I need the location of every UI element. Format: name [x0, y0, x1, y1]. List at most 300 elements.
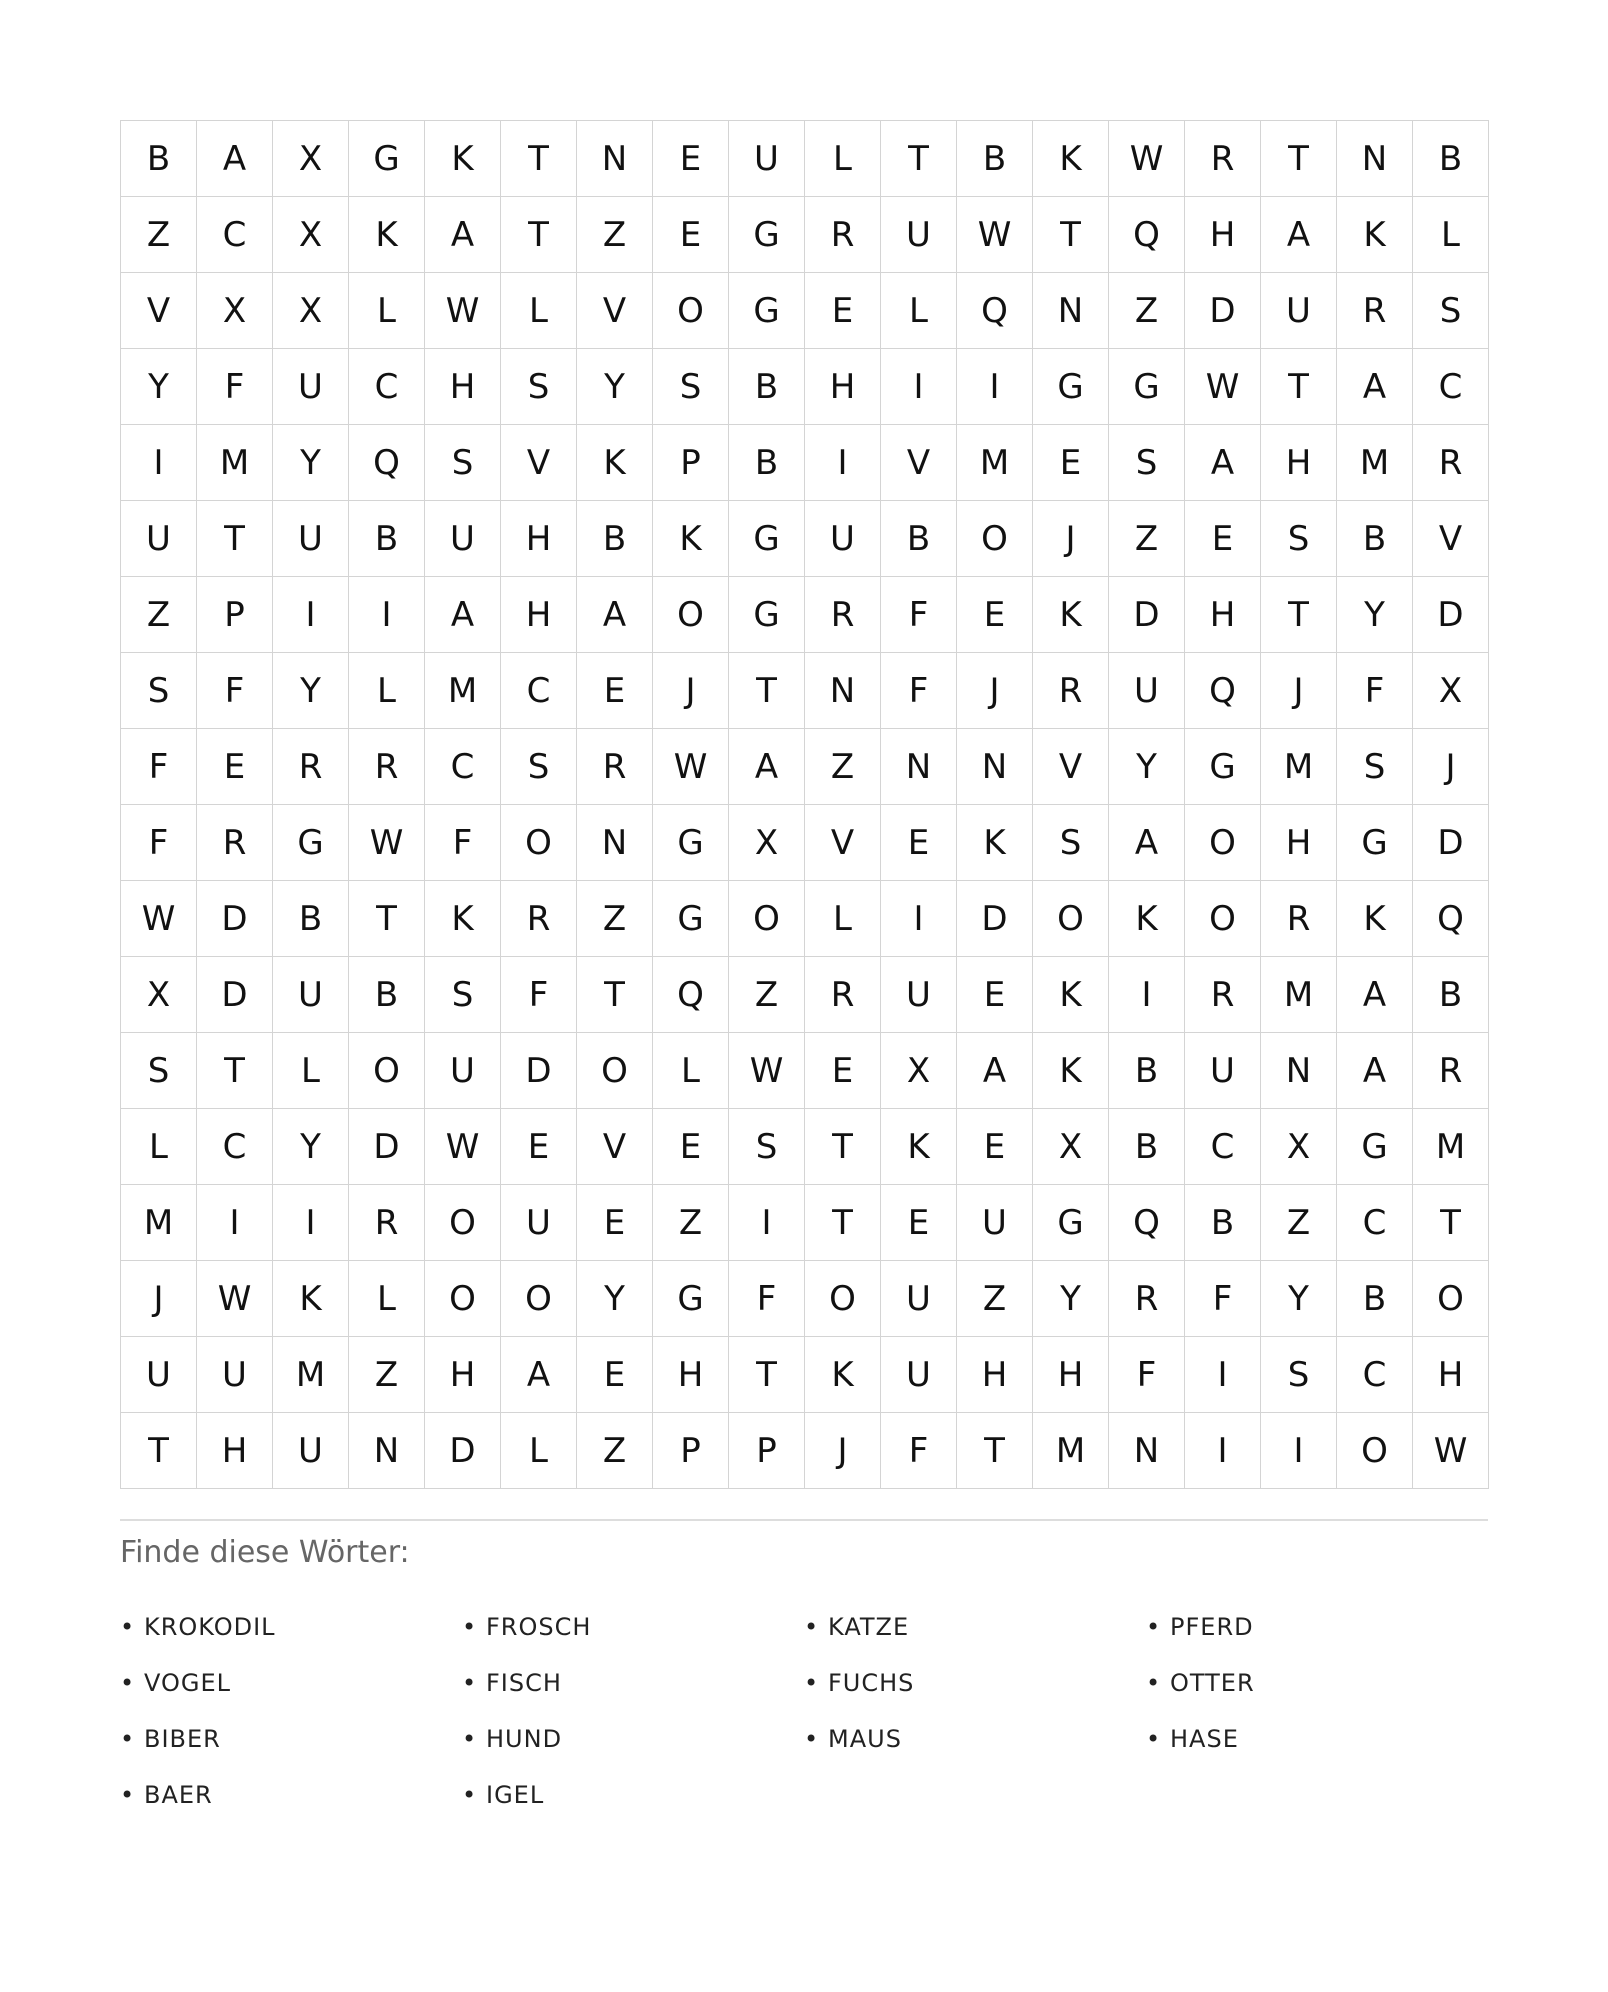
grid-cell[interactable]: A: [425, 197, 501, 273]
grid-cell[interactable]: L: [881, 273, 957, 349]
grid-cell[interactable]: O: [425, 1261, 501, 1337]
grid-cell[interactable]: H: [197, 1413, 273, 1489]
grid-cell[interactable]: Q: [1109, 197, 1185, 273]
grid-cell[interactable]: K: [881, 1109, 957, 1185]
grid-cell[interactable]: R: [273, 729, 349, 805]
grid-cell[interactable]: N: [1261, 1033, 1337, 1109]
grid-cell[interactable]: F: [1109, 1337, 1185, 1413]
grid-cell[interactable]: F: [197, 653, 273, 729]
grid-cell[interactable]: W: [1185, 349, 1261, 425]
grid-cell[interactable]: L: [273, 1033, 349, 1109]
grid-cell[interactable]: G: [273, 805, 349, 881]
grid-cell[interactable]: V: [501, 425, 577, 501]
grid-cell[interactable]: U: [1109, 653, 1185, 729]
grid-cell[interactable]: R: [349, 1185, 425, 1261]
grid-cell[interactable]: Z: [121, 577, 197, 653]
grid-cell[interactable]: F: [425, 805, 501, 881]
grid-cell[interactable]: U: [1261, 273, 1337, 349]
grid-cell[interactable]: M: [121, 1185, 197, 1261]
grid-cell[interactable]: I: [957, 349, 1033, 425]
grid-cell[interactable]: K: [273, 1261, 349, 1337]
grid-cell[interactable]: S: [729, 1109, 805, 1185]
grid-cell[interactable]: F: [197, 349, 273, 425]
grid-cell[interactable]: H: [805, 349, 881, 425]
grid-cell[interactable]: O: [349, 1033, 425, 1109]
grid-cell[interactable]: G: [1033, 349, 1109, 425]
grid-cell[interactable]: U: [881, 1337, 957, 1413]
grid-cell[interactable]: I: [273, 577, 349, 653]
grid-cell[interactable]: A: [1337, 957, 1413, 1033]
grid-cell[interactable]: U: [805, 501, 881, 577]
grid-cell[interactable]: E: [653, 197, 729, 273]
grid-cell[interactable]: A: [501, 1337, 577, 1413]
grid-cell[interactable]: E: [577, 1185, 653, 1261]
grid-cell[interactable]: X: [121, 957, 197, 1033]
grid-cell[interactable]: C: [349, 349, 425, 425]
grid-cell[interactable]: K: [1337, 881, 1413, 957]
grid-cell[interactable]: U: [121, 1337, 197, 1413]
grid-cell[interactable]: A: [1185, 425, 1261, 501]
grid-cell[interactable]: H: [653, 1337, 729, 1413]
grid-cell[interactable]: W: [425, 273, 501, 349]
grid-cell[interactable]: N: [957, 729, 1033, 805]
grid-cell[interactable]: V: [1413, 501, 1489, 577]
grid-cell[interactable]: E: [957, 577, 1033, 653]
grid-cell[interactable]: U: [121, 501, 197, 577]
grid-cell[interactable]: S: [1261, 501, 1337, 577]
grid-cell[interactable]: A: [729, 729, 805, 805]
grid-cell[interactable]: U: [501, 1185, 577, 1261]
grid-cell[interactable]: M: [1261, 729, 1337, 805]
grid-cell[interactable]: D: [957, 881, 1033, 957]
grid-cell[interactable]: S: [1261, 1337, 1337, 1413]
grid-cell[interactable]: E: [197, 729, 273, 805]
grid-cell[interactable]: F: [881, 653, 957, 729]
grid-cell[interactable]: I: [729, 1185, 805, 1261]
grid-cell[interactable]: D: [1109, 577, 1185, 653]
grid-cell[interactable]: Y: [1261, 1261, 1337, 1337]
grid-cell[interactable]: G: [653, 1261, 729, 1337]
grid-cell[interactable]: E: [805, 273, 881, 349]
grid-cell[interactable]: T: [501, 121, 577, 197]
grid-cell[interactable]: E: [1185, 501, 1261, 577]
grid-cell[interactable]: A: [1337, 349, 1413, 425]
grid-cell[interactable]: R: [1413, 1033, 1489, 1109]
grid-cell[interactable]: K: [653, 501, 729, 577]
grid-cell[interactable]: O: [653, 577, 729, 653]
grid-cell[interactable]: B: [121, 121, 197, 197]
grid-cell[interactable]: A: [577, 577, 653, 653]
grid-cell[interactable]: R: [349, 729, 425, 805]
grid-cell[interactable]: Z: [577, 197, 653, 273]
grid-cell[interactable]: U: [273, 501, 349, 577]
grid-cell[interactable]: K: [1033, 957, 1109, 1033]
grid-cell[interactable]: K: [1337, 197, 1413, 273]
grid-cell[interactable]: L: [501, 1413, 577, 1489]
grid-cell[interactable]: H: [1261, 425, 1337, 501]
grid-cell[interactable]: T: [957, 1413, 1033, 1489]
grid-cell[interactable]: L: [349, 1261, 425, 1337]
grid-cell[interactable]: Y: [1033, 1261, 1109, 1337]
grid-cell[interactable]: S: [1033, 805, 1109, 881]
grid-cell[interactable]: R: [1337, 273, 1413, 349]
grid-cell[interactable]: D: [197, 881, 273, 957]
grid-cell[interactable]: T: [1261, 121, 1337, 197]
grid-cell[interactable]: F: [1337, 653, 1413, 729]
grid-cell[interactable]: M: [1413, 1109, 1489, 1185]
grid-cell[interactable]: K: [805, 1337, 881, 1413]
grid-cell[interactable]: V: [577, 1109, 653, 1185]
grid-cell[interactable]: F: [1185, 1261, 1261, 1337]
grid-cell[interactable]: H: [1033, 1337, 1109, 1413]
grid-cell[interactable]: I: [1185, 1337, 1261, 1413]
grid-cell[interactable]: S: [121, 653, 197, 729]
grid-cell[interactable]: H: [501, 577, 577, 653]
grid-cell[interactable]: Q: [1413, 881, 1489, 957]
grid-cell[interactable]: U: [273, 1413, 349, 1489]
grid-cell[interactable]: C: [1413, 349, 1489, 425]
grid-cell[interactable]: Z: [653, 1185, 729, 1261]
grid-cell[interactable]: N: [1033, 273, 1109, 349]
grid-cell[interactable]: G: [1337, 1109, 1413, 1185]
grid-cell[interactable]: C: [1337, 1337, 1413, 1413]
grid-cell[interactable]: G: [1109, 349, 1185, 425]
grid-cell[interactable]: U: [881, 197, 957, 273]
grid-cell[interactable]: I: [197, 1185, 273, 1261]
grid-cell[interactable]: G: [653, 881, 729, 957]
grid-cell[interactable]: B: [1109, 1109, 1185, 1185]
grid-cell[interactable]: B: [1337, 501, 1413, 577]
grid-cell[interactable]: L: [805, 121, 881, 197]
grid-cell[interactable]: J: [653, 653, 729, 729]
grid-cell[interactable]: S: [425, 957, 501, 1033]
grid-cell[interactable]: Y: [273, 653, 349, 729]
grid-cell[interactable]: E: [881, 805, 957, 881]
grid-cell[interactable]: D: [349, 1109, 425, 1185]
grid-cell[interactable]: T: [1033, 197, 1109, 273]
grid-cell[interactable]: T: [197, 1033, 273, 1109]
grid-cell[interactable]: O: [729, 881, 805, 957]
grid-cell[interactable]: H: [425, 349, 501, 425]
grid-cell[interactable]: F: [729, 1261, 805, 1337]
grid-cell[interactable]: V: [1033, 729, 1109, 805]
grid-cell[interactable]: X: [273, 273, 349, 349]
grid-cell[interactable]: K: [957, 805, 1033, 881]
grid-cell[interactable]: D: [1185, 273, 1261, 349]
grid-cell[interactable]: G: [349, 121, 425, 197]
grid-cell[interactable]: D: [425, 1413, 501, 1489]
grid-cell[interactable]: T: [729, 1337, 805, 1413]
grid-cell[interactable]: H: [501, 501, 577, 577]
grid-cell[interactable]: W: [1109, 121, 1185, 197]
grid-cell[interactable]: T: [1261, 577, 1337, 653]
grid-cell[interactable]: F: [121, 729, 197, 805]
grid-cell[interactable]: B: [349, 501, 425, 577]
grid-cell[interactable]: E: [1033, 425, 1109, 501]
grid-cell[interactable]: R: [805, 197, 881, 273]
grid-cell[interactable]: E: [653, 1109, 729, 1185]
grid-cell[interactable]: H: [1185, 197, 1261, 273]
grid-cell[interactable]: O: [1033, 881, 1109, 957]
grid-cell[interactable]: R: [1413, 425, 1489, 501]
grid-cell[interactable]: S: [501, 349, 577, 425]
grid-cell[interactable]: G: [1337, 805, 1413, 881]
grid-cell[interactable]: Z: [577, 881, 653, 957]
grid-cell[interactable]: N: [349, 1413, 425, 1489]
grid-cell[interactable]: F: [881, 1413, 957, 1489]
grid-cell[interactable]: I: [1261, 1413, 1337, 1489]
grid-cell[interactable]: H: [1185, 577, 1261, 653]
grid-cell[interactable]: J: [1033, 501, 1109, 577]
grid-cell[interactable]: Z: [349, 1337, 425, 1413]
grid-cell[interactable]: R: [577, 729, 653, 805]
grid-cell[interactable]: D: [501, 1033, 577, 1109]
grid-cell[interactable]: M: [197, 425, 273, 501]
grid-cell[interactable]: Z: [957, 1261, 1033, 1337]
grid-cell[interactable]: X: [197, 273, 273, 349]
grid-cell[interactable]: J: [1261, 653, 1337, 729]
grid-cell[interactable]: B: [577, 501, 653, 577]
grid-cell[interactable]: I: [273, 1185, 349, 1261]
grid-cell[interactable]: A: [1109, 805, 1185, 881]
grid-cell[interactable]: U: [881, 1261, 957, 1337]
grid-cell[interactable]: N: [577, 121, 653, 197]
grid-cell[interactable]: W: [957, 197, 1033, 273]
grid-cell[interactable]: Q: [1109, 1185, 1185, 1261]
grid-cell[interactable]: T: [805, 1185, 881, 1261]
grid-cell[interactable]: X: [1413, 653, 1489, 729]
grid-cell[interactable]: O: [577, 1033, 653, 1109]
grid-cell[interactable]: E: [957, 1109, 1033, 1185]
grid-cell[interactable]: L: [501, 273, 577, 349]
grid-cell[interactable]: O: [501, 805, 577, 881]
grid-cell[interactable]: X: [729, 805, 805, 881]
grid-cell[interactable]: V: [881, 425, 957, 501]
grid-cell[interactable]: B: [1337, 1261, 1413, 1337]
grid-cell[interactable]: J: [957, 653, 1033, 729]
grid-cell[interactable]: A: [957, 1033, 1033, 1109]
grid-cell[interactable]: I: [881, 349, 957, 425]
grid-cell[interactable]: A: [197, 121, 273, 197]
grid-cell[interactable]: C: [1337, 1185, 1413, 1261]
grid-cell[interactable]: N: [577, 805, 653, 881]
grid-cell[interactable]: C: [501, 653, 577, 729]
grid-cell[interactable]: K: [349, 197, 425, 273]
grid-cell[interactable]: N: [881, 729, 957, 805]
grid-cell[interactable]: Y: [121, 349, 197, 425]
grid-cell[interactable]: G: [1033, 1185, 1109, 1261]
grid-cell[interactable]: D: [1413, 805, 1489, 881]
grid-cell[interactable]: G: [729, 501, 805, 577]
grid-cell[interactable]: F: [881, 577, 957, 653]
grid-cell[interactable]: T: [1413, 1185, 1489, 1261]
grid-cell[interactable]: U: [425, 501, 501, 577]
grid-cell[interactable]: R: [1261, 881, 1337, 957]
grid-cell[interactable]: T: [881, 121, 957, 197]
grid-cell[interactable]: W: [653, 729, 729, 805]
grid-cell[interactable]: L: [805, 881, 881, 957]
grid-cell[interactable]: A: [1337, 1033, 1413, 1109]
grid-cell[interactable]: O: [1337, 1413, 1413, 1489]
grid-cell[interactable]: B: [729, 349, 805, 425]
grid-cell[interactable]: Y: [577, 1261, 653, 1337]
grid-cell[interactable]: Q: [957, 273, 1033, 349]
grid-cell[interactable]: S: [425, 425, 501, 501]
grid-cell[interactable]: Q: [653, 957, 729, 1033]
grid-cell[interactable]: E: [881, 1185, 957, 1261]
grid-cell[interactable]: G: [729, 197, 805, 273]
grid-cell[interactable]: L: [349, 653, 425, 729]
grid-cell[interactable]: B: [957, 121, 1033, 197]
grid-cell[interactable]: K: [1033, 577, 1109, 653]
grid-cell[interactable]: O: [1413, 1261, 1489, 1337]
grid-cell[interactable]: E: [501, 1109, 577, 1185]
grid-cell[interactable]: P: [653, 425, 729, 501]
grid-cell[interactable]: Z: [121, 197, 197, 273]
grid-cell[interactable]: U: [425, 1033, 501, 1109]
grid-cell[interactable]: O: [957, 501, 1033, 577]
grid-cell[interactable]: S: [1109, 425, 1185, 501]
grid-cell[interactable]: B: [1413, 957, 1489, 1033]
grid-cell[interactable]: A: [425, 577, 501, 653]
grid-cell[interactable]: U: [957, 1185, 1033, 1261]
grid-cell[interactable]: Q: [349, 425, 425, 501]
grid-cell[interactable]: T: [349, 881, 425, 957]
grid-cell[interactable]: D: [1413, 577, 1489, 653]
grid-cell[interactable]: Y: [1337, 577, 1413, 653]
grid-cell[interactable]: X: [1033, 1109, 1109, 1185]
grid-cell[interactable]: Y: [273, 425, 349, 501]
grid-cell[interactable]: U: [197, 1337, 273, 1413]
grid-cell[interactable]: B: [1109, 1033, 1185, 1109]
grid-cell[interactable]: W: [197, 1261, 273, 1337]
grid-cell[interactable]: M: [1261, 957, 1337, 1033]
grid-cell[interactable]: J: [1413, 729, 1489, 805]
grid-cell[interactable]: R: [1033, 653, 1109, 729]
grid-cell[interactable]: B: [273, 881, 349, 957]
grid-cell[interactable]: O: [501, 1261, 577, 1337]
grid-cell[interactable]: L: [349, 273, 425, 349]
grid-cell[interactable]: B: [1185, 1185, 1261, 1261]
grid-cell[interactable]: Z: [1109, 501, 1185, 577]
grid-cell[interactable]: V: [577, 273, 653, 349]
grid-cell[interactable]: O: [1185, 805, 1261, 881]
grid-cell[interactable]: D: [197, 957, 273, 1033]
grid-cell[interactable]: K: [1033, 121, 1109, 197]
grid-cell[interactable]: O: [1185, 881, 1261, 957]
grid-cell[interactable]: E: [957, 957, 1033, 1033]
grid-cell[interactable]: E: [577, 1337, 653, 1413]
grid-cell[interactable]: C: [197, 197, 273, 273]
grid-cell[interactable]: H: [425, 1337, 501, 1413]
grid-cell[interactable]: G: [653, 805, 729, 881]
grid-cell[interactable]: V: [805, 805, 881, 881]
grid-cell[interactable]: N: [805, 653, 881, 729]
grid-cell[interactable]: Z: [805, 729, 881, 805]
grid-cell[interactable]: B: [729, 425, 805, 501]
grid-cell[interactable]: L: [121, 1109, 197, 1185]
grid-cell[interactable]: N: [1337, 121, 1413, 197]
grid-cell[interactable]: X: [273, 121, 349, 197]
grid-cell[interactable]: I: [805, 425, 881, 501]
grid-cell[interactable]: X: [1261, 1109, 1337, 1185]
grid-cell[interactable]: M: [1033, 1413, 1109, 1489]
grid-cell[interactable]: X: [273, 197, 349, 273]
grid-cell[interactable]: S: [653, 349, 729, 425]
grid-cell[interactable]: Z: [729, 957, 805, 1033]
grid-cell[interactable]: H: [1261, 805, 1337, 881]
grid-cell[interactable]: Z: [1261, 1185, 1337, 1261]
grid-cell[interactable]: O: [653, 273, 729, 349]
grid-cell[interactable]: B: [1413, 121, 1489, 197]
grid-cell[interactable]: P: [729, 1413, 805, 1489]
grid-cell[interactable]: T: [805, 1109, 881, 1185]
grid-cell[interactable]: R: [1185, 957, 1261, 1033]
grid-cell[interactable]: M: [957, 425, 1033, 501]
grid-cell[interactable]: U: [729, 121, 805, 197]
grid-cell[interactable]: I: [881, 881, 957, 957]
grid-cell[interactable]: Y: [273, 1109, 349, 1185]
grid-cell[interactable]: K: [425, 881, 501, 957]
grid-cell[interactable]: I: [349, 577, 425, 653]
grid-cell[interactable]: H: [1413, 1337, 1489, 1413]
grid-cell[interactable]: S: [501, 729, 577, 805]
grid-cell[interactable]: C: [425, 729, 501, 805]
grid-cell[interactable]: T: [1261, 349, 1337, 425]
grid-cell[interactable]: W: [121, 881, 197, 957]
grid-cell[interactable]: R: [805, 577, 881, 653]
grid-cell[interactable]: G: [1185, 729, 1261, 805]
grid-cell[interactable]: Y: [577, 349, 653, 425]
grid-cell[interactable]: R: [1109, 1261, 1185, 1337]
grid-cell[interactable]: I: [1109, 957, 1185, 1033]
grid-cell[interactable]: S: [121, 1033, 197, 1109]
grid-cell[interactable]: U: [273, 957, 349, 1033]
grid-cell[interactable]: A: [1261, 197, 1337, 273]
grid-cell[interactable]: X: [881, 1033, 957, 1109]
grid-cell[interactable]: K: [1109, 881, 1185, 957]
grid-cell[interactable]: W: [425, 1109, 501, 1185]
grid-cell[interactable]: L: [1413, 197, 1489, 273]
grid-cell[interactable]: I: [1185, 1413, 1261, 1489]
grid-cell[interactable]: F: [121, 805, 197, 881]
grid-cell[interactable]: M: [1337, 425, 1413, 501]
grid-cell[interactable]: Z: [577, 1413, 653, 1489]
grid-cell[interactable]: U: [1185, 1033, 1261, 1109]
grid-cell[interactable]: U: [273, 349, 349, 425]
grid-cell[interactable]: W: [349, 805, 425, 881]
grid-cell[interactable]: O: [425, 1185, 501, 1261]
grid-cell[interactable]: J: [121, 1261, 197, 1337]
grid-cell[interactable]: B: [881, 501, 957, 577]
grid-cell[interactable]: Q: [1185, 653, 1261, 729]
grid-cell[interactable]: T: [729, 653, 805, 729]
grid-cell[interactable]: M: [425, 653, 501, 729]
grid-cell[interactable]: K: [425, 121, 501, 197]
grid-cell[interactable]: C: [1185, 1109, 1261, 1185]
grid-cell[interactable]: G: [729, 273, 805, 349]
grid-cell[interactable]: L: [653, 1033, 729, 1109]
grid-cell[interactable]: F: [501, 957, 577, 1033]
grid-cell[interactable]: T: [501, 197, 577, 273]
grid-cell[interactable]: Y: [1109, 729, 1185, 805]
grid-cell[interactable]: R: [197, 805, 273, 881]
grid-cell[interactable]: O: [805, 1261, 881, 1337]
grid-cell[interactable]: E: [653, 121, 729, 197]
grid-cell[interactable]: T: [577, 957, 653, 1033]
grid-cell[interactable]: S: [1337, 729, 1413, 805]
grid-cell[interactable]: H: [957, 1337, 1033, 1413]
